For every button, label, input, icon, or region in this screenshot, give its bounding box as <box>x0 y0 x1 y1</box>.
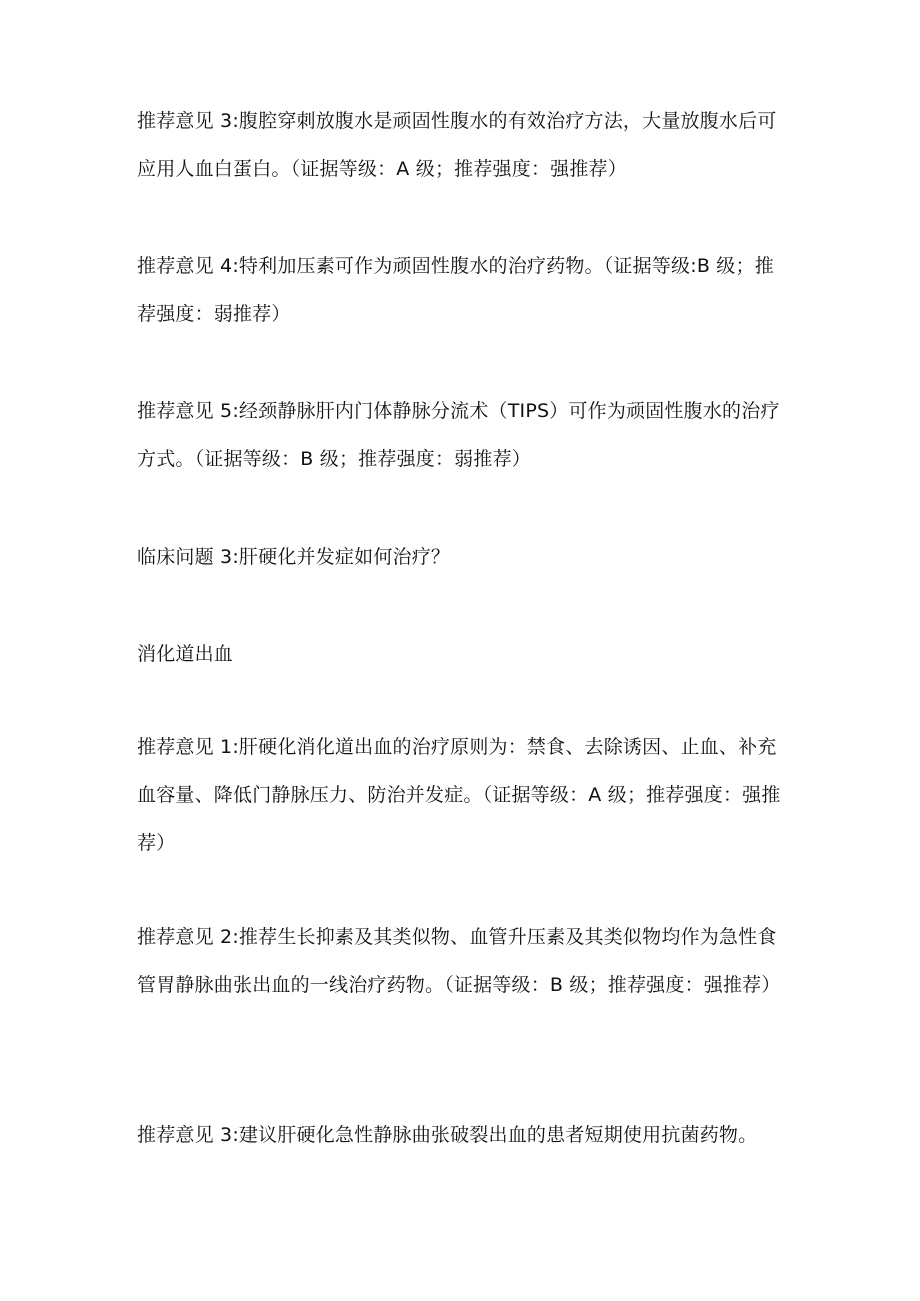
clinical-question-3: 临床问题 3:肝硬化并发症如何治疗？ <box>137 546 451 568</box>
recommendation-3-antibiotics: 推荐意见 3:建议肝硬化急性静脉曲张破裂出血的患者短期使用抗菌药物。 <box>137 1124 758 1146</box>
recommendation-3-refractory-ascites: 推荐意见 3:腹腔穿刺放腹水是顽固性腹水的有效治疗方法，大量放腹水后可应用人血白蛋白。（证据等级：A 级；推荐强度：强推荐） <box>137 110 777 180</box>
recommendation-4-terlipressin: 推荐意见 4:特利加压素可作为顽固性腹水的治疗药物。（证据等级:B 级；推荐强度：弱推荐） <box>137 255 774 325</box>
section-heading-gi-bleeding: 消化道出血 <box>137 643 234 665</box>
recommendation-1-gi-bleeding-principles: 推荐意见 1:肝硬化消化道出血的治疗原则为：禁食、去除诱因、止血、补充血容量、降低门静脉压力、防治并发症。（证据等级：A 级；推荐强度：强推荐） <box>137 736 781 854</box>
recommendation-2-somatostatin: 推荐意见 2:推荐生长抑素及其类似物、血管升压素及其类似物均作为急性食管胃静脉曲张出血的一线治疗药物。（证据等级：B 级；推荐强度：强推荐） <box>137 926 781 996</box>
recommendation-5-tips: 推荐意见 5:经颈静脉肝内门体静脉分流术（TIPS）可作为顽固性腹水的治疗方式。（证据等级：B 级；推荐强度：弱推荐） <box>137 400 780 470</box>
